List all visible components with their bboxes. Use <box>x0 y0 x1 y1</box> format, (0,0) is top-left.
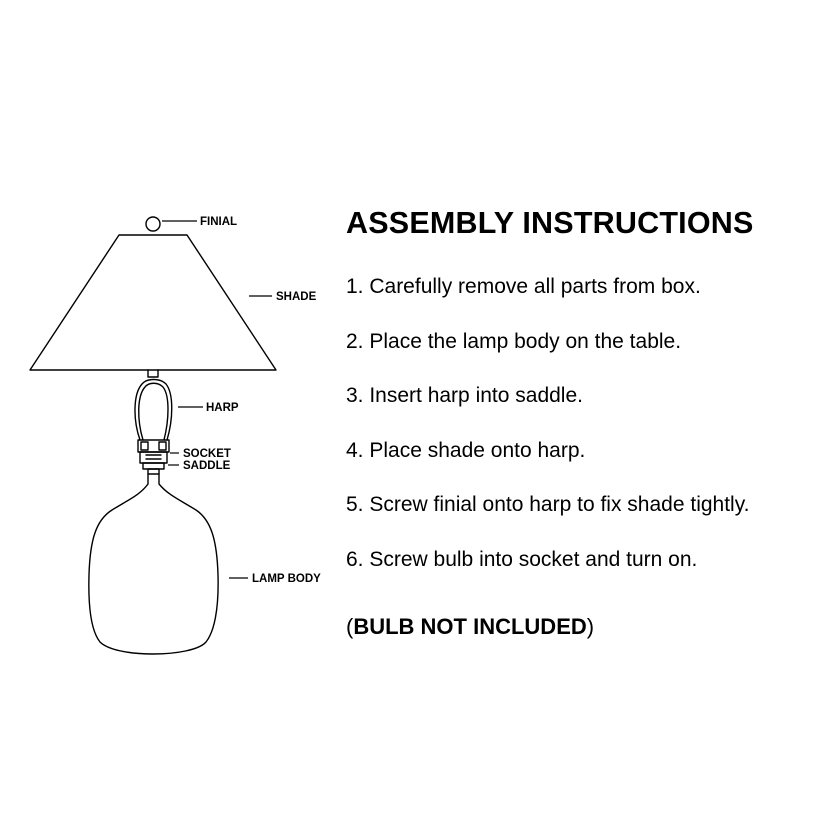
harp-inner-line <box>139 383 168 440</box>
bulb-note-close: ) <box>586 614 595 639</box>
label-socket: SOCKET <box>183 448 231 460</box>
bulb-note-text: BULB NOT INCLUDED <box>353 614 587 639</box>
instruction-step: 2. Place the lamp body on the table. <box>346 329 682 353</box>
instruction-steps <box>346 270 750 598</box>
label-lamp-body: LAMP BODY <box>252 573 321 585</box>
bulb-note <box>346 614 594 640</box>
shade-part <box>30 235 276 370</box>
harp-connector <box>148 370 158 377</box>
label-harp: HARP <box>206 402 239 414</box>
instruction-step: 3. Insert harp into saddle. <box>346 384 583 408</box>
finial-part <box>146 217 160 231</box>
instruction-step: 5. Screw finial onto harp to fix shade tightly. <box>346 493 750 517</box>
instruction-step: 6. Screw bulb into socket and turn on. <box>346 547 698 571</box>
saddle-part <box>143 463 164 474</box>
socket-part <box>138 440 169 463</box>
instruction-step: 1. Carefully remove all parts from box. <box>346 275 701 298</box>
instruction-step: 4. Place shade onto harp. <box>346 438 586 462</box>
label-shade: SHADE <box>276 291 317 303</box>
label-finial: FINIAL <box>200 216 238 228</box>
lamp-body-part <box>89 474 218 654</box>
bulb-note-open: ( <box>346 614 354 639</box>
label-saddle: SADDLE <box>183 460 231 472</box>
instructions-title: ASSEMBLY INSTRUCTIONS <box>346 206 754 240</box>
